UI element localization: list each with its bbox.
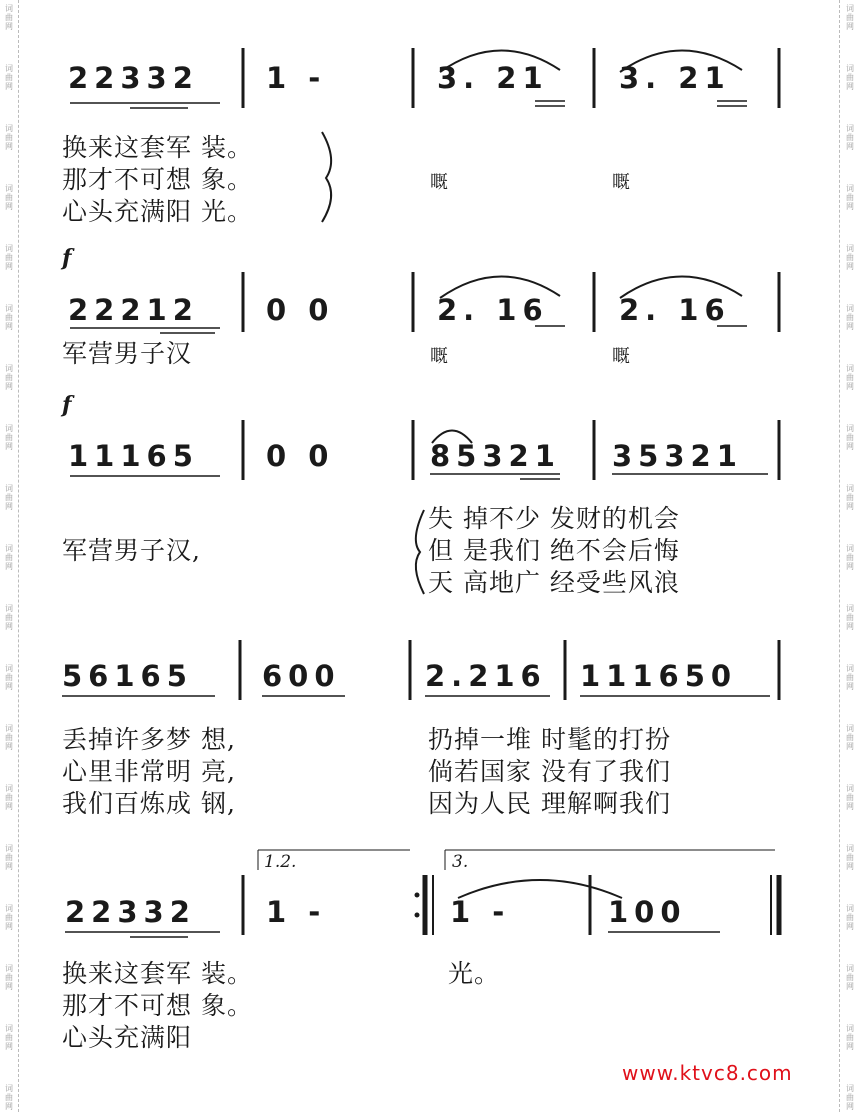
lyric-line: 军营男子汉 (62, 339, 193, 368)
watermark-text: 词曲网 (846, 1024, 854, 1051)
lyric-line: 军营男子汉, (62, 536, 201, 565)
verse-line: 失 掉不少 发财的机会 (428, 504, 680, 533)
lyric-line: 换来这套军 装。 (62, 959, 253, 988)
measure: 600 (262, 659, 341, 693)
lyric-line: 丢掉许多梦 想, (62, 725, 236, 754)
watermark-text: 词曲网 (846, 4, 854, 31)
measure: 2.216 (425, 659, 547, 693)
measure: 22332 (65, 895, 196, 929)
measure: 11165 (68, 439, 199, 473)
lyric-line: 心头充满阳 (62, 1023, 193, 1052)
watermark-text: 词曲网 (846, 544, 854, 571)
measure: 56165 (62, 659, 193, 693)
brace (416, 510, 424, 594)
lyric-line: 我们百炼成 钢, (62, 789, 236, 818)
watermark-text: 词曲网 (5, 244, 13, 271)
watermark-text: 词曲网 (846, 184, 854, 211)
watermark-text: 词曲网 (5, 904, 13, 931)
lyric-line: 那才不可想 象。 (62, 165, 253, 194)
measure: 35321 (612, 439, 743, 473)
watermark-text: 词曲网 (5, 424, 13, 451)
measure: 0 0 (266, 293, 335, 327)
watermark-text: 词曲网 (846, 964, 854, 991)
measure: 1 - (266, 895, 327, 929)
watermark-text: 词曲网 (5, 304, 13, 331)
watermark-text: 词曲网 (5, 1084, 13, 1111)
watermark-text: 词曲网 (846, 724, 854, 751)
measure: 3. 21 (437, 61, 549, 95)
watermark-text: 词曲网 (5, 184, 13, 211)
watermark-text: 词曲网 (5, 64, 13, 91)
measure: 111650 (580, 659, 738, 693)
watermark-text: 词曲网 (5, 4, 13, 31)
watermark-text: 词曲网 (846, 64, 854, 91)
watermark-text: 词曲网 (846, 604, 854, 631)
lyric-line: 那才不可想 象。 (62, 991, 253, 1020)
forte-mark: f (62, 245, 72, 271)
watermark-text: 词曲网 (846, 1084, 854, 1111)
measure: 22332 (68, 61, 199, 95)
watermark-text: 词曲网 (846, 844, 854, 871)
watermark-text: 词曲网 (5, 664, 13, 691)
watermark-text: 词曲网 (5, 604, 13, 631)
lyric-line: 光。 (448, 959, 501, 988)
watermark-text: 词曲网 (5, 544, 13, 571)
verse-line: 因为人民 理解啊我们 (428, 789, 671, 818)
lyric-line: 心里非常明 亮, (62, 757, 236, 786)
watermark-text: 词曲网 (846, 784, 854, 811)
measure: 1 - (266, 61, 327, 95)
measure: 3. 21 (619, 61, 731, 95)
site-url[interactable]: www.ktvc8.com (622, 1061, 793, 1085)
watermark-text: 词曲网 (846, 664, 854, 691)
watermark-text: 词曲网 (5, 724, 13, 751)
lyric-line: 换来这套军 装。 (62, 133, 253, 162)
verse-line: 天 高地广 经受些风浪 (428, 568, 680, 597)
verse-line: 但 是我们 绝不会后悔 (428, 536, 680, 565)
measure: 100 (608, 895, 687, 929)
watermark-text: 词曲网 (846, 364, 854, 391)
watermark-text: 词曲网 (5, 1024, 13, 1051)
watermark-text: 词曲网 (846, 304, 854, 331)
syllable: 嘅 (430, 172, 448, 193)
first-ending-label: 1.2. (264, 852, 297, 872)
forte-mark: f (62, 392, 72, 418)
watermark-text: 词曲网 (5, 484, 13, 511)
watermark-text: 词曲网 (5, 364, 13, 391)
watermark-text: 词曲网 (5, 964, 13, 991)
measure: 22212 (68, 293, 199, 327)
verse-line: 倘若国家 没有了我们 (428, 757, 671, 786)
measure: 1 - (450, 895, 511, 929)
watermark-text: 词曲网 (846, 484, 854, 511)
watermark-text: 词曲网 (846, 424, 854, 451)
watermark-text: 词曲网 (5, 784, 13, 811)
watermark-text: 词曲网 (846, 904, 854, 931)
watermark-text: 词曲网 (5, 124, 13, 151)
measure: 85321 (430, 439, 561, 473)
measure: 0 0 (266, 439, 335, 473)
lyric-line: 心头充满阳 光。 (62, 197, 253, 226)
watermark-text: 词曲网 (846, 244, 854, 271)
watermark-text: 词曲网 (846, 124, 854, 151)
brace (322, 132, 331, 222)
measure: 2. 16 (437, 293, 549, 327)
measure: 2. 16 (619, 293, 731, 327)
watermark-text: 词曲网 (5, 844, 13, 871)
syllable: 嘅 (612, 172, 630, 193)
syllable: 嘅 (612, 346, 630, 367)
third-ending-label: 3. (452, 852, 469, 872)
syllable: 嘅 (430, 346, 448, 367)
verse-line: 扔掉一堆 时髦的打扮 (428, 725, 671, 754)
